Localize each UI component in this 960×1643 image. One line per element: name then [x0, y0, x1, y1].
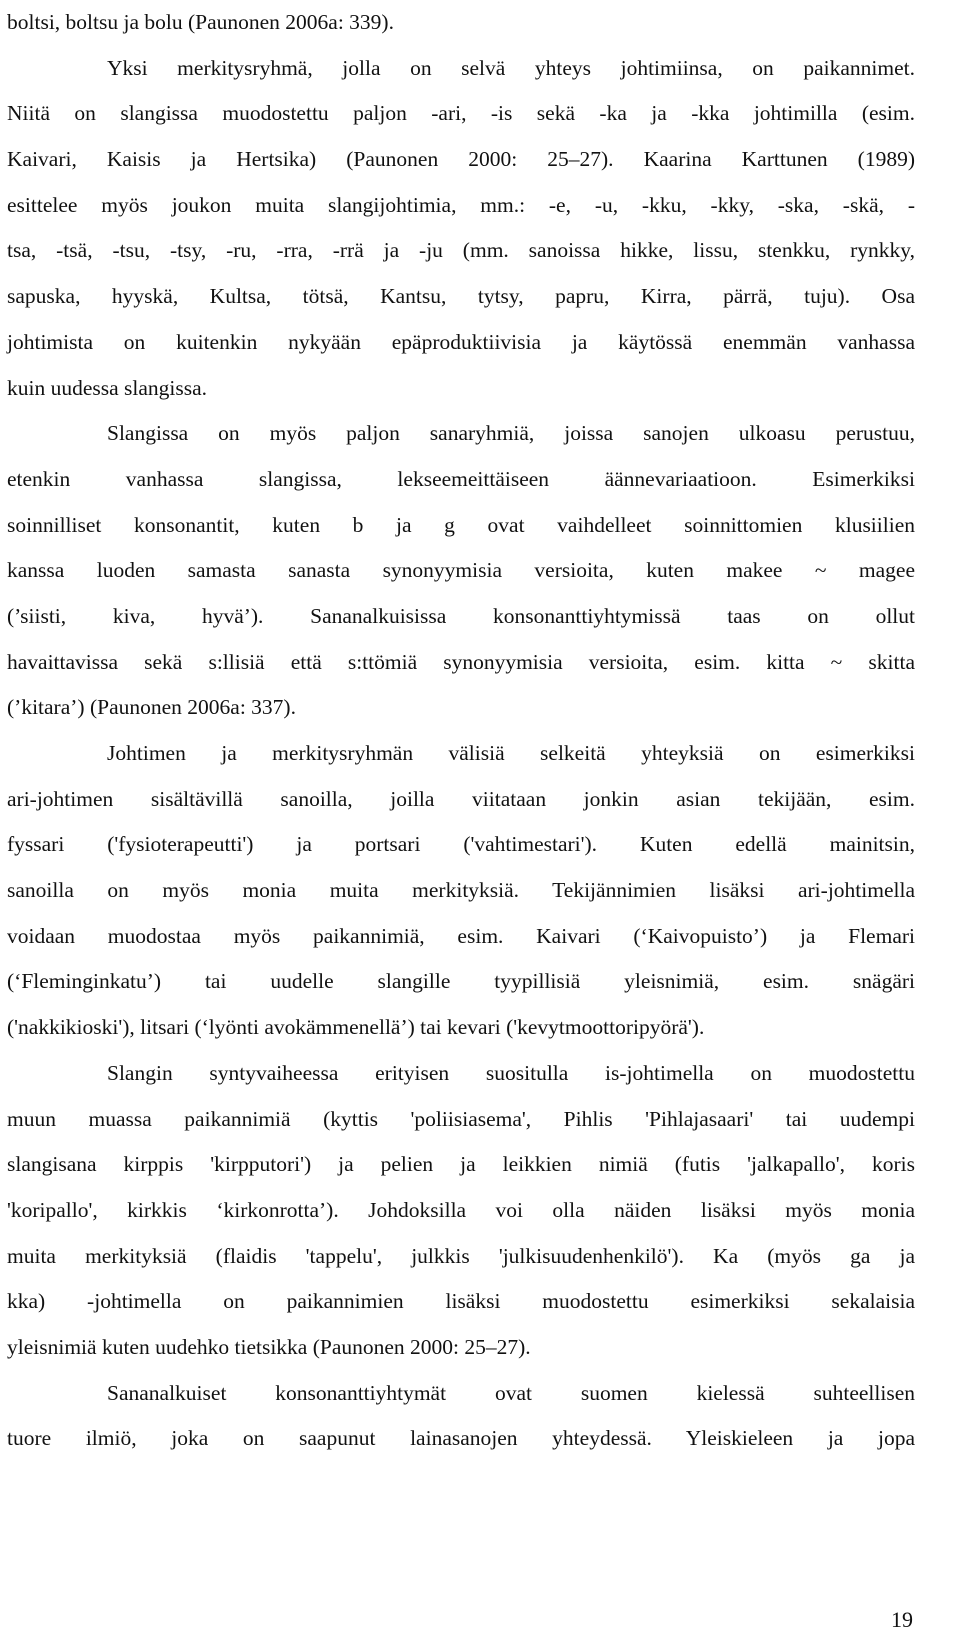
text-line: Yksi merkitysryhmä, jolla on selvä yhteys johtimiinsa, on paikannimet.	[107, 55, 915, 80]
text-line: soinnilliset konsonantit, kuten b ja g ovat vaihdelleet soinnittomien klusiilien	[7, 512, 915, 537]
text-line: sapuska, hyyskä, Kultsa, tötsä, Kantsu, tytsy, papru, Kirra, pärrä, tuju). Osa	[7, 284, 915, 309]
text-line: kanssa luoden samasta sanasta synonyymisia versioita, kuten makee ~ magee	[7, 558, 915, 583]
text-line: tsa, -tsä, -tsu, -tsy, -ru, -rra, -rrä ja -ju (mm. sanoissa hikke, lissu, stenkku, rynkky,	[7, 238, 915, 263]
text-line: (’siisti, kiva, hyvä’). Sananalkuisissa konsonanttiyhtymissä taas on ollut	[7, 603, 915, 628]
body-text	[7, 0, 915, 1462]
text-line: boltsi, boltsu ja bolu (Paunonen 2006a: 339).	[7, 10, 394, 34]
text-line: (‘Fleminginkatu’) tai uudelle slangille tyypillisiä yleisnimiä, esim. snägäri	[7, 969, 915, 994]
text-line: kka) -johtimella on paikannimien lisäksi muodostettu esimerkiksi sekalaisia	[7, 1289, 915, 1314]
text-line: 'koripallo', kirkkis ‘kirkonrotta’). Johdoksilla voi olla näiden lisäksi myös monia	[7, 1197, 915, 1222]
text-line: etenkin vanhassa slangissa, lekseemeittäiseen äännevariaatioon. Esimerkiksi	[7, 466, 915, 491]
text-line: Niitä on slangissa muodostettu paljon -ari, -is sekä -ka ja -kka johtimilla (esim.	[7, 101, 915, 126]
text-line: Johtimen ja merkitysryhmän välisiä selkeitä yhteyksiä on esimerkiksi	[107, 741, 915, 765]
text-line: kuin uudessa slangissa.	[7, 375, 208, 400]
text-line: Sananalkuiset konsonanttiyhtymät ovat suomen kielessä suhteellisen	[107, 1380, 915, 1405]
text-line: ari-johtimen sisältävillä sanoilla, joilla viitataan jonkin asian tekijään, esim.	[7, 786, 915, 811]
text-line: Slangissa on myös paljon sanaryhmiä, joissa sanojen ulkoasu perustuu,	[107, 421, 915, 446]
text-line: muita merkityksiä (flaidis 'tappelu', julkkis 'julkisuudenhenkilö'). Ka (myös ga ja	[7, 1243, 915, 1268]
text-line: johtimista on kuitenkin nykyään epäproduktiivisia ja käytössä enemmän vanhassa	[7, 329, 915, 354]
text-line: Kaivari, Kaisis ja Hertsika) (Paunonen 2000: 25–27). Kaarina Karttunen (1989)	[7, 147, 915, 172]
text-line: yleisnimiä kuten uudehko tietsikka (Paunonen 2000: 25–27).	[7, 1334, 531, 1359]
text-line: tuore ilmiö, joka on saapunut lainasanojen yhteydessä. Yleiskieleen ja jopa	[7, 1426, 915, 1451]
text-line: ('nakkikioski'), litsari (‘lyönti avokämmenellä’) tai kevari ('kevytmoottoripyörä').	[7, 1015, 705, 1040]
text-line: voidaan muodostaa myös paikannimiä, esim. Kaivari (‘Kaivopuisto’) ja Flemari	[7, 923, 915, 948]
text-line: fyssari ('fysioterapeutti') ja portsari ('vahtimestari'). Kuten edellä mainitsin,	[7, 832, 915, 857]
text-line: slangisana kirppis 'kirpputori') ja pelien ja leikkien nimiä (futis 'jalkapallo', koris	[7, 1152, 915, 1177]
text-line: havaittavissa sekä s:llisiä että s:ttömiä synonyymisia versioita, esim. kitta ~ skitta	[7, 649, 915, 674]
page-number: 19	[891, 1607, 913, 1632]
text-line: Slangin syntyvaiheessa erityisen suositulla is-johtimella on muodostettu	[107, 1060, 915, 1085]
text-line: esittelee myös joukon muita slangijohtimia, mm.: -e, -u, -kku, -kky, -ska, -skä, -	[7, 192, 915, 217]
text-line: sanoilla on myös monia muita merkityksiä. Tekijännimien lisäksi ari-johtimella	[7, 878, 915, 903]
text-line: (’kitara’) (Paunonen 2006a: 337).	[7, 695, 296, 720]
text-line: muun muassa paikannimiä (kyttis 'poliisiasema', Pihlis 'Pihlajasaari' tai uudempi	[7, 1106, 915, 1131]
